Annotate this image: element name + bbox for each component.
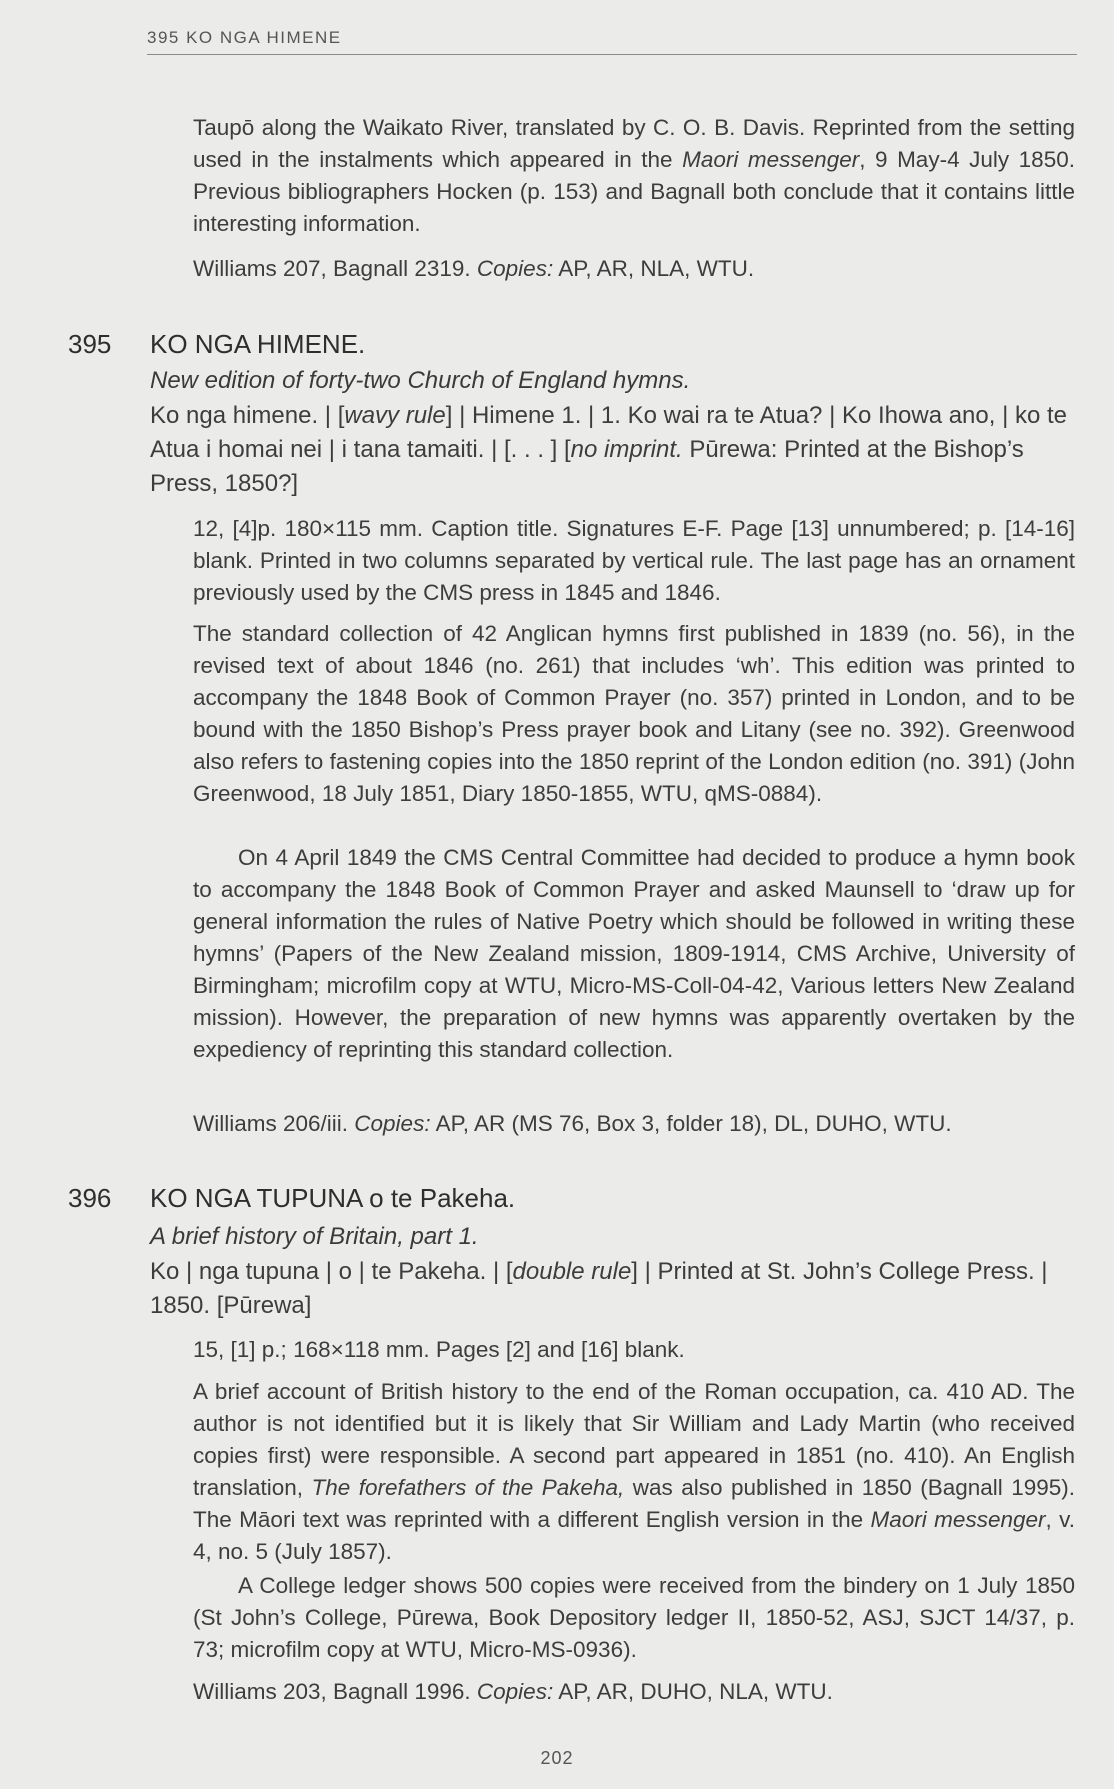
- note-paragraph: A brief account of British history to the end of the Roman occupation, ca. 410 AD. The author is not identified but it is likely that Sir William and Lady Martin (who received copies first) were responsible. A second part appeared in 1851 (no. 410). An English translation, The forefathers of the Pakeha, was also published in 1850 (Bagnall 1995). The Māori text was reprinted with a different English version in the Maori messenger, v. 4, no. 5 (July 1857).: [193, 1379, 1076, 1564]
- note-paragraph: The standard collection of 42 Anglican hymns first published in 1839 (no. 56), in the revised text of about 1846 (no. 261) that includes ‘wh’. This edition was printed to accompany the 1848 Book of Common Prayer (no. 357) printed in London, and to be bound with the 1850 Bishop’s Press prayer book and Litany (see no. 392). Greenwood also refers to fastening copies into the 1850 reprint of the London edition (no. 391) (John Greenwood, 18 July 1851, Diary 1850-1855, WTU, qMS-0884).: [193, 621, 1075, 806]
- continuation-paragraph: Taupō along the Waikato River, translated by C. O. B. Davis. Reprinted from the setting used in the instalments which appeared in the Maori messenger, 9 May-4 July 1850. Previous bibliographers Hocken (p. 153) and Bagnall both conclude that it contains little interesting information.: [193, 115, 1075, 236]
- running-head: 395 KO NGA HIMENE: [147, 28, 1077, 55]
- note-paragraph: A College ledger shows 500 copies were received from the bindery on 1 July 1850 (St John’s College, Pūrewa, Book Depository ledger II, 1850-52, ASJ, SJCT 14/37, p. 73; microfilm copy at WTU, Micro-MS-0936).: [193, 1573, 1075, 1662]
- title-transcription: Ko | nga tupuna | o | te Pakeha. | [double rule] | Printed at St. John’s College Press. | 1850. [Pūrewa]: [150, 1258, 1048, 1319]
- entry-subtitle: New edition of forty-two Church of England hymns.: [150, 367, 691, 394]
- page-number: 202: [540, 1748, 574, 1768]
- entry-title: KO NGA TUPUNA o te Pakeha.: [150, 1183, 516, 1213]
- entry-subtitle: A brief history of Britain, part 1.: [150, 1223, 479, 1250]
- entry-references: Williams 203, Bagnall 1996. Copies: AP, AR, DUHO, NLA, WTU.: [193, 1679, 833, 1704]
- title-transcription: Ko nga himene. | [wavy rule] | Himene 1. | 1. Ko wai ra te Atua? | Ko Ihowa ano, | ko te Atua i homai nei | i tana tamaiti. | [. . . ] [no imprint. Pūrewa: Printed at the Bishop’s Press, 1850?]: [150, 402, 1068, 497]
- collation-paragraph: 15, [1] p.; 168×118 mm. Pages [2] and [16] blank.: [193, 1337, 685, 1362]
- entry-number: 396: [68, 1183, 112, 1213]
- note-paragraph: On 4 April 1849 the CMS Central Committee had decided to produce a hymn book to accompany the 1848 Book of Common Prayer and asked Maunsell to ‘draw up for general information the rules of Native Poetry which should be followed in writing these hymns’ (Papers of the New Zealand mission, 1809-1914, CMS Archive, University of Birmingham; microfilm copy at WTU, Micro-MS-Coll-04-42, Various letters New Zealand mission). However, the preparation of new hymns was apparently overtaken by the expediency of reprinting this standard collection.: [193, 845, 1075, 1062]
- entry-number: 395: [68, 329, 112, 359]
- continuation-references: Williams 207, Bagnall 2319. Copies: AP, AR, NLA, WTU.: [193, 256, 755, 281]
- collation-paragraph: 12, [4]p. 180×115 mm. Caption title. Signatures E-F. Page [13] unnumbered; p. [14-16] blank. Printed in two columns separated by vertical rule. The last page has an ornament previously used by the CMS press in 1845 and 1846.: [193, 516, 1075, 605]
- entry-title: KO NGA HIMENE.: [150, 329, 366, 359]
- entry-references: Williams 206/iii. Copies: AP, AR (MS 76, Box 3, folder 18), DL, DUHO, WTU.: [193, 1111, 952, 1136]
